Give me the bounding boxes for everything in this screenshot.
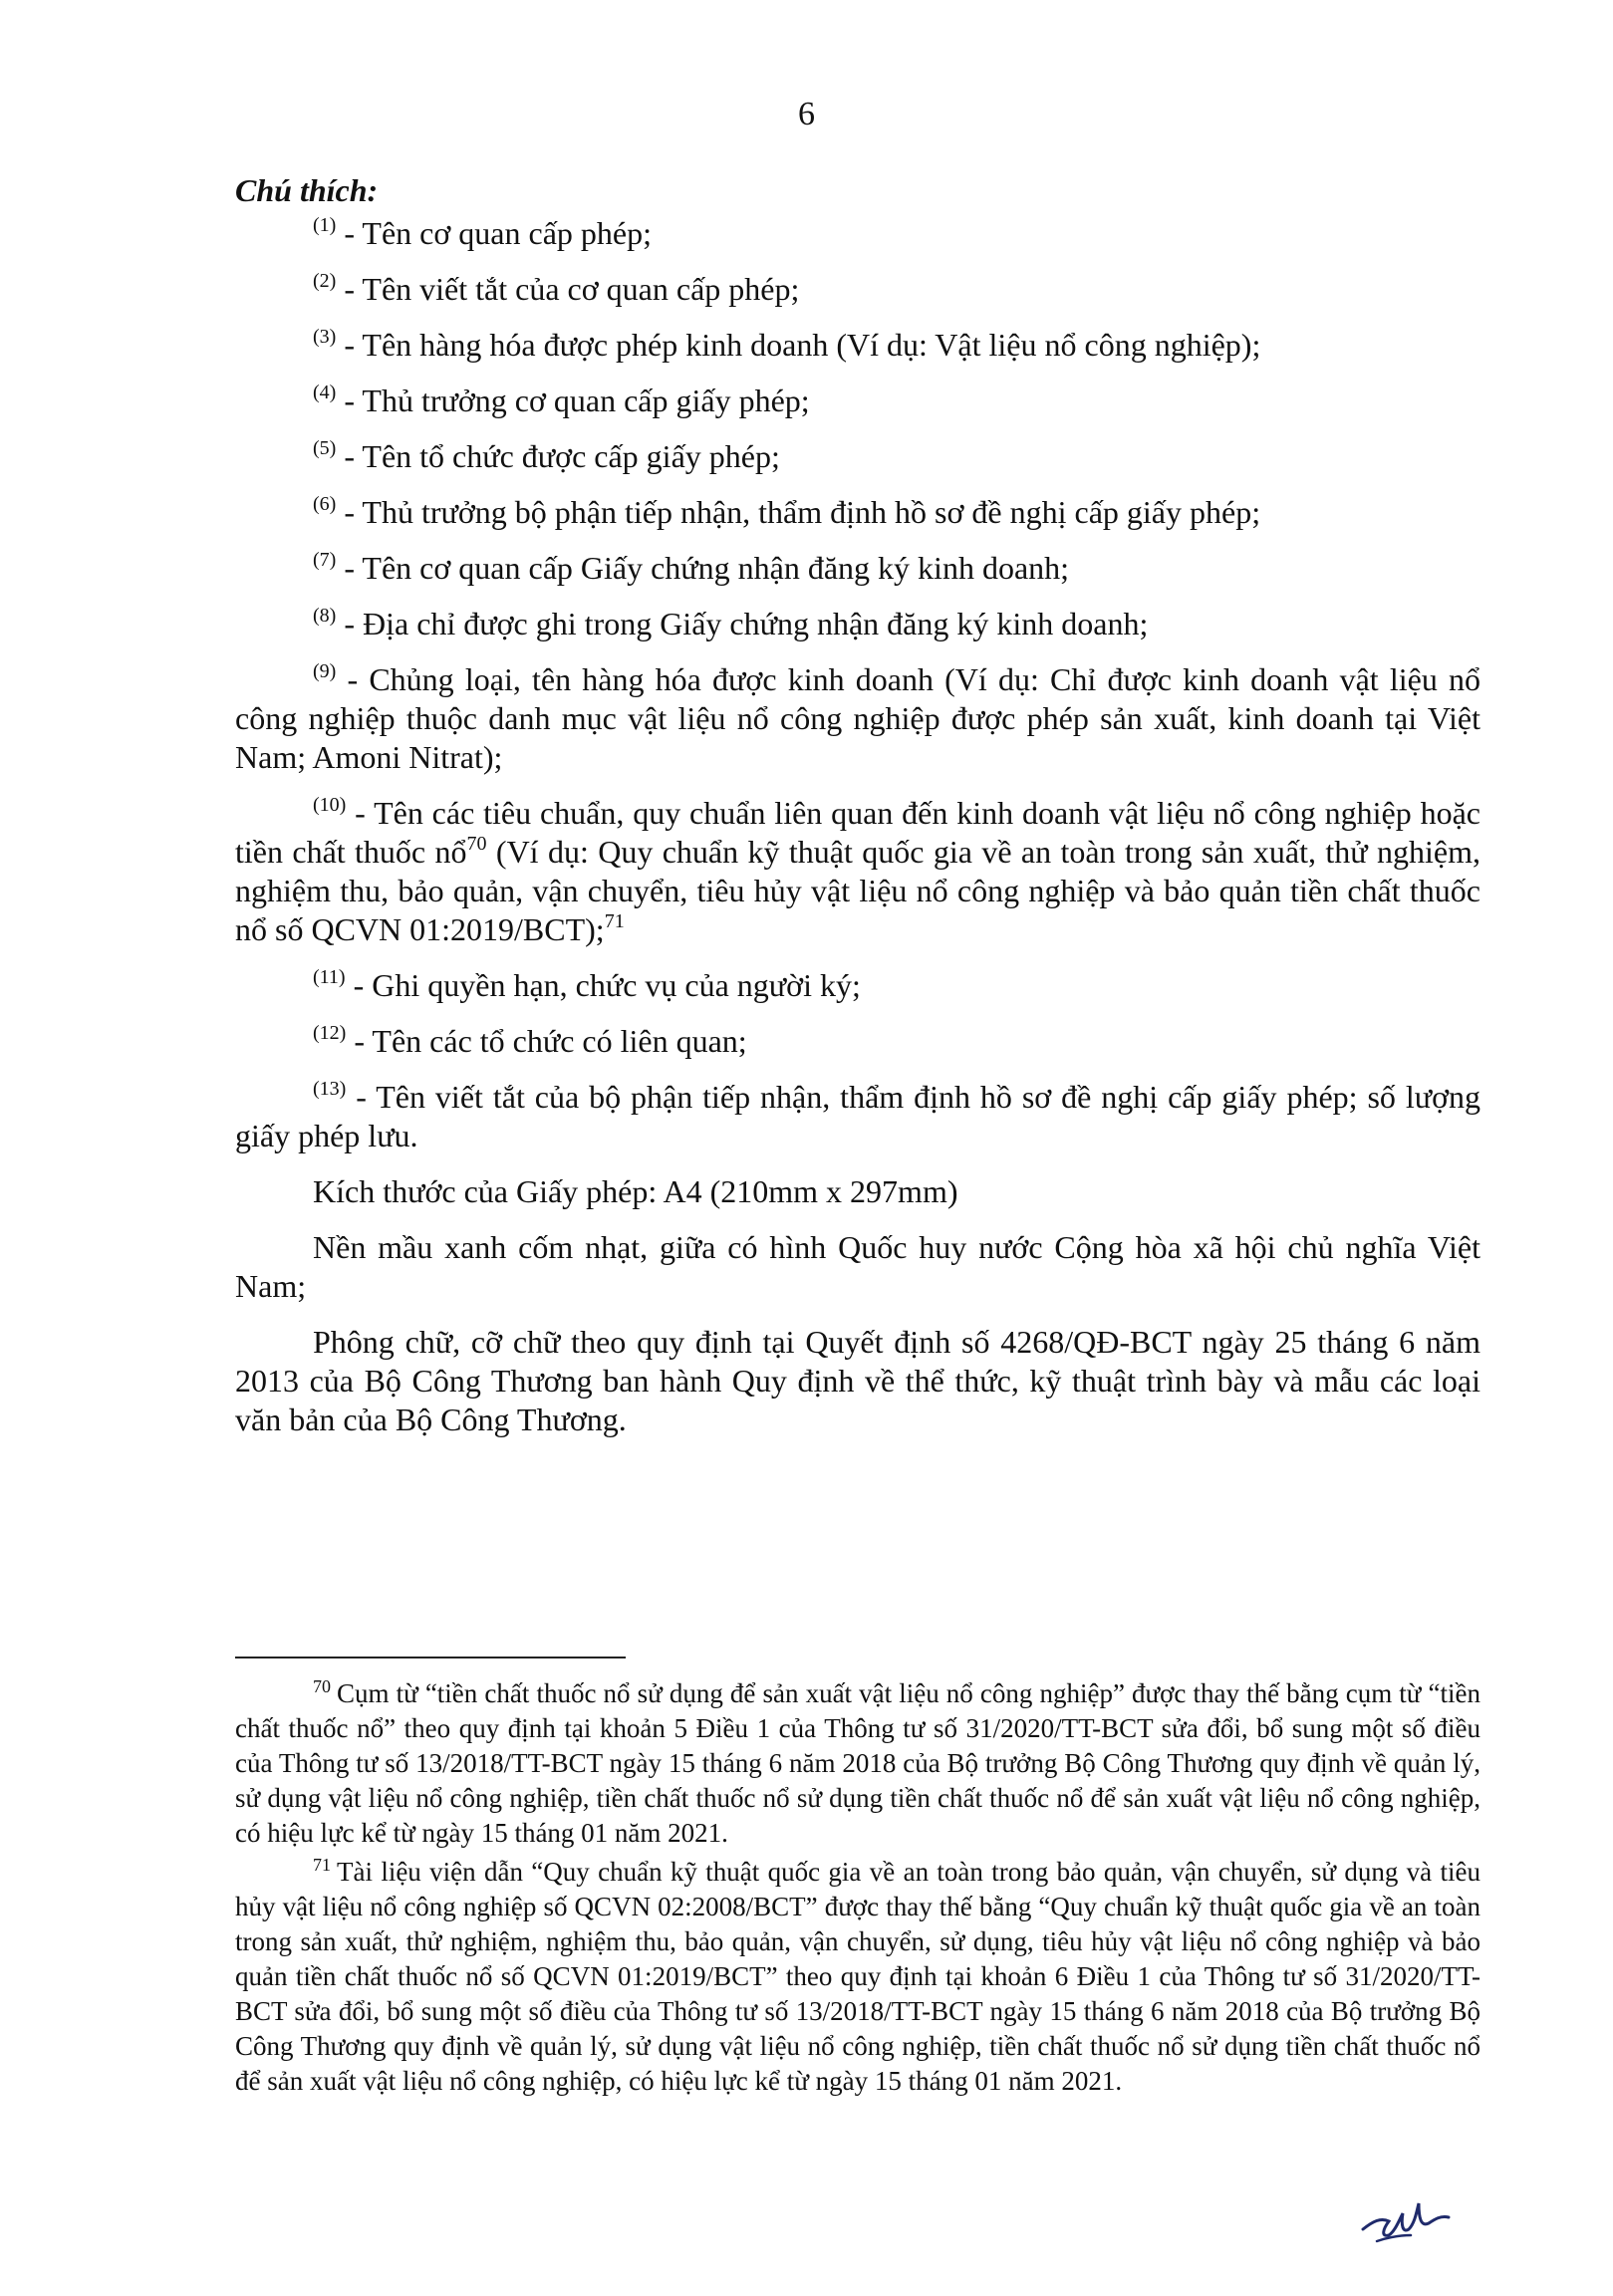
note-item (235, 270, 1480, 309)
note-mark: (12) (313, 1022, 347, 1044)
note-text: - Chủng loại, tên hàng hóa được kinh doanh (Ví dụ: Chỉ được kinh doanh vật liệu nổ công nghiệp thuộc danh mục vật liệu nổ công nghiệp được phép sản xuất, kinh doanh tại Việt Nam; Amoni Nitrat); (235, 661, 1480, 775)
footnotes-section (235, 1676, 1480, 2103)
note-text: - Tên tổ chức được cấp giấy phép; (336, 438, 780, 474)
font-paragraph: Phông chữ, cỡ chữ theo quy định tại Quyết định số 4268/QĐ-BCT ngày 25 tháng 6 năm 2013 của Bộ Công Thương ban hành Quy định về thể thức, kỹ thuật trình bày và mẫu các loại văn bản của Bộ Công Thương. (235, 1324, 1480, 1437)
footnote-text: Tài liệu viện dẫn “Quy chuẩn kỹ thuật quốc gia về an toàn trong bảo quản, vận chuyển, sử dụng và tiêu hủy vật liệu nổ công nghiệp số QCVN 02:2008/BCT” được thay thế bằng “Quy chuẩn kỹ thuật quốc gia về an toàn trong sản xuất, thử nghiệm, nghiệm thu, bảo quản, vận chuyển, sử dụng, tiêu hủy vật liệu nổ công nghiệp và bảo quản tiền chất thuốc nổ số QCVN 01:2019/BCT” theo quy định tại khoản 6 Điều 1 của Thông tư số 31/2020/TT-BCT sửa đổi, bổ sung một số điều của Thông tư số 13/2018/TT-BCT ngày 15 tháng 6 năm 2018 của Bộ trưởng Bộ Công Thương quy định về quản lý, sử dụng vật liệu nổ công nghiệp, tiền chất thuốc nổ sử dụng tiền chất thuốc nổ để sản xuất vật liệu nổ công nghiệp, có hiệu lực kể từ ngày 15 tháng 01 năm 2021. (235, 1857, 1480, 2096)
note-mark: (2) (313, 270, 337, 292)
note-mark: (5) (313, 437, 337, 459)
note-item (235, 493, 1480, 532)
footnote-separator (235, 1657, 626, 1658)
note-item (235, 966, 1480, 1005)
note-text: (Ví dụ: Quy chuẩn kỹ thuật quốc gia về an toàn trong sản xuất, thử nghiệm, nghiệm thu, bảo quản, vận chuyển, tiêu hủy vật liệu nổ công nghiệp và bảo quản tiền chất thuốc nổ số QCVN 01:2019/BCT); (235, 834, 1481, 947)
note-item (235, 605, 1480, 643)
footnote-text: Cụm từ “tiền chất thuốc nổ sử dụng để sản xuất vật liệu nổ công nghiệp” được thay thế bằng cụm từ “tiền chất thuốc nổ” theo quy định tại khoản 5 Điều 1 của Thông tư số 31/2020/TT-BCT sửa đổi, bổ sung một số điều của Thông tư số 13/2018/TT-BCT ngày 15 tháng 6 năm 2018 của Bộ trưởng Bộ Công Thương quy định về quản lý, sử dụng vật liệu nổ công nghiệp, tiền chất thuốc nổ sử dụng tiền chất thuốc nổ để sản xuất vật liệu nổ công nghiệp, có hiệu lực kể từ ngày 15 tháng 01 năm 2021. (235, 1678, 1480, 1848)
note-item (235, 437, 1480, 476)
note-mark: (13) (313, 1078, 347, 1100)
note-item (235, 549, 1480, 588)
note-item (235, 382, 1480, 420)
note-text: - Tên các tổ chức có liên quan; (346, 1023, 747, 1059)
note-text: - Tên cơ quan cấp Giấy chứng nhận đăng ký kinh doanh; (336, 550, 1070, 586)
note-item-10 (235, 794, 1480, 949)
size-paragraph: Kích thước của Giấy phép: A4 (210mm x 297mm) (313, 1173, 958, 1209)
note-item (235, 1078, 1480, 1155)
note-mark: (7) (313, 549, 337, 571)
note-mark: (4) (313, 382, 337, 403)
note-text: - Tên các tiêu chuẩn, quy chuẩn liên quan đến kinh doanh vật liệu nổ công nghiệp hoặc tiền chất thuốc nổ (235, 795, 1480, 870)
note-item (235, 1022, 1480, 1061)
note-mark: (11) (313, 966, 346, 988)
note-text: - Tên viết tắt của cơ quan cấp phép; (336, 271, 800, 307)
page-number: 6 (798, 96, 815, 132)
note-text: - Ghi quyền hạn, chức vụ của người ký; (345, 967, 861, 1003)
footnote-71 (235, 1855, 1480, 2099)
note-text: - Địa chỉ được ghi trong Giấy chứng nhận đăng ký kinh doanh; (336, 606, 1149, 641)
note-item (235, 214, 1480, 253)
background-paragraph: Nền mầu xanh cốm nhạt, giữa có hình Quốc huy nước Cộng hòa xã hội chủ nghĩa Việt Nam; (235, 1229, 1480, 1304)
note-text: - Tên cơ quan cấp phép; (336, 215, 652, 251)
footnote-ref-71[interactable]: 71 (604, 910, 625, 932)
note-text: - Tên viết tắt của bộ phận tiếp nhận, thẩm định hồ sơ đề nghị cấp giấy phép; số lượng giấy phép lưu. (235, 1079, 1480, 1153)
note-mark: (3) (313, 326, 337, 348)
initials-signature (1359, 2191, 1453, 2245)
note-item (235, 660, 1480, 777)
note-mark: (1) (313, 214, 337, 236)
notes-section (235, 171, 1480, 1456)
footnote-number: 71 (313, 1855, 331, 1875)
note-mark: (10) (313, 794, 347, 816)
note-mark: (6) (313, 493, 337, 515)
note-text: - Tên hàng hóa được phép kinh doanh (Ví dụ: Vật liệu nổ công nghiệp); (336, 327, 1261, 363)
note-text: - Thủ trưởng cơ quan cấp giấy phép; (336, 383, 810, 418)
note-mark: (8) (313, 605, 337, 627)
note-text: - Thủ trưởng bộ phận tiếp nhận, thẩm định hồ sơ đề nghị cấp giấy phép; (336, 494, 1261, 530)
note-mark: (9) (313, 660, 337, 682)
footnote-number: 70 (313, 1676, 331, 1696)
note-item (235, 326, 1480, 365)
footnote-ref-70[interactable]: 70 (466, 833, 487, 855)
footnote-70 (235, 1676, 1480, 1851)
notes-heading: Chú thích: (235, 172, 379, 208)
